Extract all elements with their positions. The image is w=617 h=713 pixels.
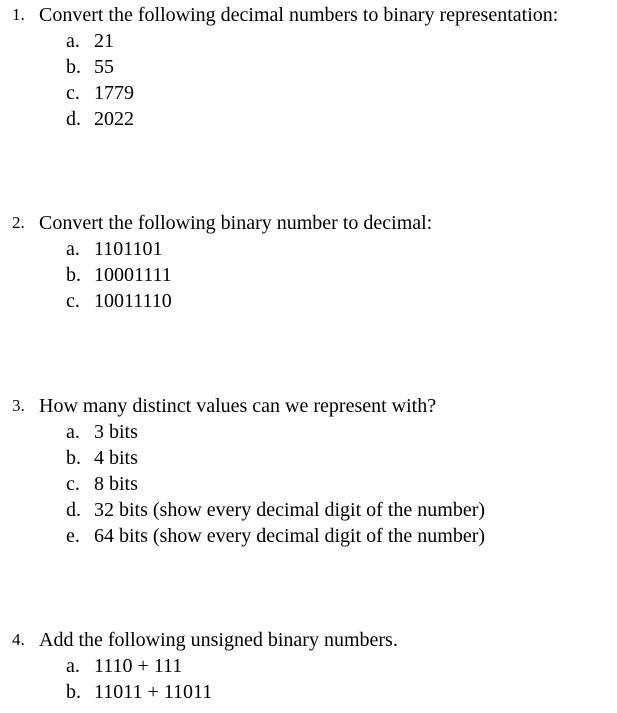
question-4: [0, 627, 617, 705]
item-text: 1110 + 111: [94, 655, 183, 677]
question-3-items: [0, 419, 617, 549]
item-text: 10001111: [94, 264, 172, 286]
item-text: 1101101: [94, 238, 163, 260]
item-text: 8 bits: [94, 473, 138, 495]
question-1-prompt: [0, 2, 617, 28]
question-text: Add the following unsigned binary numbers.: [39, 629, 398, 651]
item-letter: a.: [66, 238, 80, 260]
item-text: 2022: [94, 108, 134, 130]
question-1-items: [0, 28, 617, 132]
question-1: [0, 2, 617, 132]
list-item: [0, 54, 617, 80]
item-letter: a.: [66, 421, 80, 443]
question-2-prompt: [0, 210, 617, 236]
question-3: [0, 393, 617, 549]
question-number: 1.: [12, 5, 25, 24]
question-number: 4.: [12, 630, 25, 649]
list-item: [0, 106, 617, 132]
item-text: 21: [94, 30, 114, 52]
item-text: 3 bits: [94, 421, 138, 443]
item-letter: c.: [66, 82, 80, 104]
item-text: 10011110: [94, 290, 172, 312]
item-letter: a.: [66, 30, 80, 52]
list-item: [0, 288, 617, 314]
list-item: [0, 80, 617, 106]
item-letter: b.: [66, 447, 81, 469]
list-item: [0, 262, 617, 288]
item-text: 4 bits: [94, 447, 138, 469]
question-2-items: [0, 236, 617, 314]
list-item: [0, 445, 617, 471]
item-letter: e.: [66, 525, 80, 547]
list-item: [0, 653, 617, 679]
item-letter: b.: [66, 264, 81, 286]
list-item: [0, 523, 617, 549]
list-item: [0, 679, 617, 705]
item-letter: a.: [66, 655, 80, 677]
item-letter: b.: [66, 681, 81, 703]
item-text: 64 bits (show every decimal digit of the number): [94, 525, 486, 547]
list-item: [0, 236, 617, 262]
item-text: 1779: [94, 82, 134, 104]
list-item: [0, 28, 617, 54]
item-letter: d.: [66, 499, 81, 521]
item-letter: c.: [66, 290, 80, 312]
item-text: 55: [94, 56, 114, 78]
question-text: Convert the following decimal numbers to binary representation:: [39, 4, 559, 26]
list-item: [0, 471, 617, 497]
question-4-items: [0, 653, 617, 705]
question-text: How many distinct values can we represent with?: [39, 395, 437, 417]
item-text: 32 bits (show every decimal digit of the number): [94, 499, 486, 521]
item-text: 11011 + 11011: [94, 681, 213, 703]
list-item: [0, 419, 617, 445]
question-2: [0, 210, 617, 314]
item-letter: d.: [66, 108, 81, 130]
question-number: 2.: [12, 213, 25, 232]
question-3-prompt: [0, 393, 617, 419]
question-text: Convert the following binary number to decimal:: [39, 212, 433, 234]
item-letter: c.: [66, 473, 80, 495]
question-4-prompt: [0, 627, 617, 653]
question-number: 3.: [12, 396, 25, 415]
item-letter: b.: [66, 56, 81, 78]
list-item: [0, 497, 617, 523]
